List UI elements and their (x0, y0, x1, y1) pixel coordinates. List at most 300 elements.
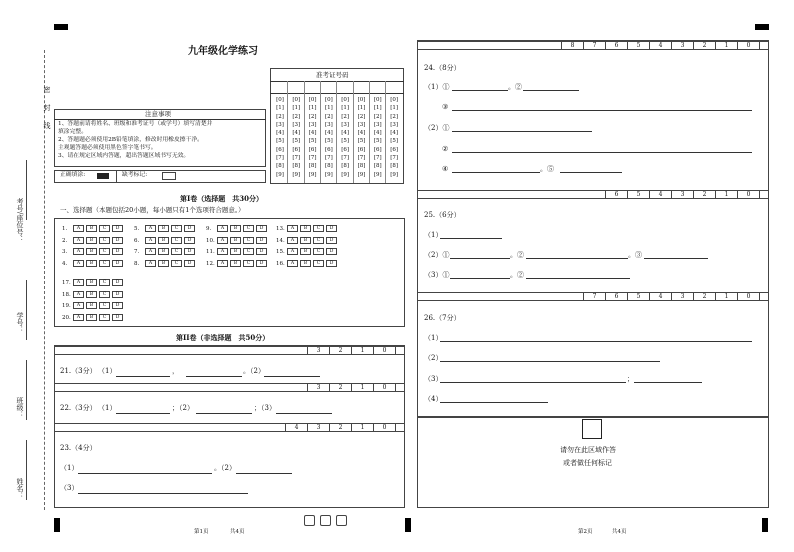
exam-id-bubble[interactable]: [1] (308, 105, 317, 112)
binding-line (44, 50, 45, 510)
mc-option-bubble[interactable]: B (86, 260, 97, 267)
answer-line[interactable] (440, 382, 626, 383)
score-cell[interactable]: 5 (627, 42, 649, 50)
filled-bubble-sample (97, 173, 109, 179)
answer-line[interactable] (440, 402, 548, 403)
exam-id-bubble[interactable]: [0] (308, 97, 317, 103)
exam-id-bubble[interactable]: [9] (308, 171, 317, 178)
exam-id-bubble[interactable]: [2] (341, 113, 350, 120)
mc-option-bubble[interactable]: B (300, 260, 311, 267)
mc-option-bubble[interactable]: A (145, 237, 156, 244)
mc-question-number: 3. (62, 249, 68, 255)
answer-line[interactable] (452, 172, 540, 173)
score-cell[interactable]: 1 (351, 384, 373, 392)
answer-line[interactable] (186, 376, 242, 377)
q23-part3: （3） (60, 484, 79, 492)
mc-option-bubble[interactable]: A (73, 302, 84, 309)
mc-question-number: 8. (134, 260, 140, 267)
exam-id-bubble[interactable]: [1] (390, 105, 398, 112)
mc-question-row (206, 248, 269, 256)
exam-id-column[interactable] (387, 96, 401, 179)
mc-option-bubble[interactable]: A (287, 248, 298, 255)
exam-id-bubble[interactable]: [7] (308, 155, 317, 162)
mc-option-bubble[interactable]: C (99, 225, 110, 232)
answer-line[interactable] (78, 473, 212, 474)
mc-option-bubble[interactable]: D (112, 225, 123, 232)
score-cell[interactable]: 4 (649, 191, 671, 199)
exam-id-bubble[interactable]: [5] (276, 138, 284, 145)
exam-id-bubble[interactable]: [1] (276, 105, 284, 112)
score-cell[interactable]: 7 (583, 293, 605, 301)
score-cell[interactable]: 3 (307, 347, 329, 355)
exam-id-bubble[interactable]: [3] (276, 121, 284, 128)
answer-line[interactable] (264, 376, 320, 377)
mc-option-bubble[interactable]: C (313, 225, 324, 232)
mc-option-bubble[interactable]: C (99, 260, 110, 267)
exam-id-column[interactable] (306, 96, 320, 179)
mc-option-bubble[interactable]: A (287, 225, 298, 232)
exam-id-bubble[interactable]: [0] (276, 97, 284, 103)
exam-id-bubble[interactable]: [5] (373, 138, 382, 145)
mc-option-bubble[interactable]: A (217, 237, 228, 244)
mc-option-bubble[interactable]: B (158, 225, 169, 232)
score-cell[interactable]: 3 (671, 293, 693, 301)
notice-heading: 注意事项 (145, 110, 171, 118)
score-cell[interactable]: 2 (329, 347, 351, 355)
exam-id-bubble[interactable]: [7] (292, 155, 301, 162)
exam-id-bubble[interactable]: [5] (308, 138, 317, 145)
score-cell[interactable]: 3 (671, 191, 693, 199)
exam-id-column[interactable] (355, 96, 369, 179)
mc-option-bubble[interactable]: C (171, 260, 182, 267)
answer-line[interactable] (452, 131, 592, 132)
mc-option-bubble[interactable]: B (86, 291, 97, 298)
score-cell[interactable]: 1 (715, 42, 737, 50)
mc-option-bubble[interactable]: B (230, 260, 241, 267)
mc-option-bubble[interactable]: B (158, 237, 169, 244)
score-cell[interactable]: 4 (649, 293, 671, 301)
mc-option-bubble[interactable]: A (73, 237, 84, 244)
exam-id-bubble[interactable]: [0] (341, 97, 350, 103)
answer-line[interactable] (452, 152, 752, 153)
exam-id-bubble[interactable]: [3] (390, 121, 398, 128)
q23-score-bar (54, 423, 405, 432)
score-cell[interactable]: 7 (583, 42, 605, 50)
mc-option-bubble[interactable]: A (73, 279, 84, 286)
mc-option-bubble[interactable]: D (256, 237, 267, 244)
score-cell[interactable]: 1 (351, 347, 373, 355)
exam-id-bubble[interactable]: [2] (357, 113, 366, 120)
exam-id-bubble[interactable]: [5] (324, 138, 333, 145)
exam-id-bubble[interactable]: [6] (341, 146, 350, 153)
exam-id-column[interactable] (338, 96, 352, 179)
exam-id-bubble[interactable]: [3] (292, 121, 301, 128)
mc-question-number: 12. (206, 260, 215, 267)
mc-option-bubble[interactable]: C (243, 248, 254, 255)
exam-id-bubble[interactable]: [2] (390, 113, 398, 120)
exam-id-bubble[interactable]: [2] (373, 113, 382, 120)
notice-line: 主观题答题必须使用黑色签字笔书写。 (58, 145, 157, 151)
mc-option-bubble[interactable]: C (99, 291, 110, 298)
exam-id-bubble[interactable]: [8] (324, 163, 333, 170)
q23-part2: 。（2） (214, 464, 236, 472)
exam-id-bubble[interactable]: [0] (292, 97, 301, 103)
q26-part4: （4） (424, 395, 443, 403)
mc-question-number: 9. (206, 226, 212, 232)
mc-option-bubble[interactable]: C (171, 248, 182, 255)
exam-id-bubble[interactable]: [8] (390, 163, 398, 170)
corner-mark (762, 518, 768, 532)
mc-question-number: 19. (62, 303, 71, 309)
exam-id-bubble[interactable]: [0] (373, 97, 382, 103)
id-field-line (26, 280, 27, 340)
mc-option-bubble[interactable]: D (112, 237, 123, 244)
exam-id-bubble[interactable]: [1] (324, 105, 333, 112)
score-cell[interactable]: 5 (627, 191, 649, 199)
q24-part1: （1）① (424, 83, 450, 91)
mc-option-bubble[interactable]: D (184, 260, 195, 267)
mc-option-bubble[interactable]: A (73, 225, 84, 232)
score-cell[interactable]: 0 (373, 384, 395, 392)
q25-score-bar (417, 190, 769, 199)
mc-question-row (206, 225, 269, 233)
exam-id-bubble[interactable]: [4] (357, 130, 366, 137)
answer-line[interactable] (440, 238, 502, 239)
section1-instruction: 一、选择题（本题包括20小题，每小题只有1个选项符合题意。） (60, 206, 245, 214)
answer-line[interactable] (560, 172, 622, 173)
answer-line[interactable] (450, 258, 510, 259)
fill-example-box (54, 170, 266, 183)
mc-option-bubble[interactable]: A (73, 291, 84, 298)
answer-line[interactable] (196, 413, 252, 414)
fill-divider (116, 170, 117, 183)
score-cell[interactable]: 1 (351, 424, 373, 432)
exam-id-bubble[interactable]: [1] (292, 105, 301, 112)
exam-id-bubble[interactable]: [9] (292, 171, 301, 178)
mc-option-bubble[interactable]: D (326, 225, 337, 232)
q22-part3: ；（3） (254, 404, 276, 412)
answer-line[interactable] (116, 413, 170, 414)
exam-id-bubble[interactable]: [4] (373, 130, 382, 137)
exam-id-bubble[interactable]: [4] (308, 130, 317, 137)
mc-option-bubble[interactable]: B (86, 279, 97, 286)
mc-option-bubble[interactable]: B (300, 237, 311, 244)
score-cell[interactable]: 2 (329, 384, 351, 392)
exam-id-bubble[interactable]: [5] (357, 138, 366, 145)
mc-option-bubble[interactable]: C (99, 302, 110, 309)
mc-question-number: 5. (134, 226, 140, 232)
exam-id-bubble[interactable]: [6] (357, 146, 366, 153)
exam-id-bubble[interactable]: [3] (341, 121, 350, 128)
mc-option-bubble[interactable]: C (171, 225, 182, 232)
seat-field-line (26, 160, 27, 220)
binding-line-label: 线 (43, 122, 51, 129)
answer-line[interactable] (440, 361, 660, 362)
mc-option-bubble[interactable]: D (256, 248, 267, 255)
q25-part4: 。③ (628, 251, 642, 259)
mc-option-bubble[interactable]: D (326, 248, 337, 255)
mc-option-bubble[interactable]: B (230, 237, 241, 244)
score-cell[interactable]: 4 (649, 42, 671, 50)
answer-line[interactable] (440, 341, 752, 342)
exam-id-column[interactable] (322, 96, 336, 179)
mc-option-bubble[interactable]: C (99, 237, 110, 244)
mc-option-bubble[interactable]: B (230, 225, 241, 232)
exam-id-bubble[interactable]: [7] (357, 155, 366, 162)
mc-option-bubble[interactable]: D (256, 225, 267, 232)
score-cell[interactable]: 6 (605, 42, 627, 50)
exam-id-bubble[interactable]: [1] (341, 105, 350, 112)
q24-part6: ④ (442, 165, 449, 173)
answer-line[interactable] (116, 376, 170, 377)
q26-label: 26.（7分） (424, 314, 461, 322)
notice-line: 填涂完整。 (58, 129, 87, 135)
exam-id-bubble[interactable]: [5] (390, 138, 398, 145)
exam-id-column[interactable] (273, 96, 287, 179)
score-cell[interactable]: 3 (671, 42, 693, 50)
mc-option-bubble[interactable]: C (313, 248, 324, 255)
score-cell[interactable]: 0 (737, 191, 759, 199)
q24-part7: 。⑤ (540, 165, 554, 173)
exam-id-bubble[interactable]: [9] (357, 171, 366, 178)
score-cell[interactable]: 2 (693, 293, 715, 301)
q22-part1: （1） (98, 404, 117, 412)
mc-option-bubble[interactable]: C (313, 260, 324, 267)
exam-id-bubble[interactable]: [8] (292, 163, 301, 170)
score-cell[interactable]: 6 (605, 293, 627, 301)
mc-question-number: 16. (276, 260, 285, 267)
mc-option-bubble[interactable]: A (145, 225, 156, 232)
answer-line[interactable] (450, 278, 510, 279)
exam-id-bubble[interactable]: [4] (390, 130, 398, 137)
exam-id-bubble[interactable]: [7] (373, 155, 382, 162)
q26-sep: ； (627, 375, 634, 383)
mc-option-bubble[interactable]: B (230, 248, 241, 255)
mc-option-bubble[interactable]: D (184, 248, 195, 255)
mc-question-row (134, 260, 197, 268)
exam-id-bubble[interactable]: [1] (373, 105, 382, 112)
mc-option-bubble[interactable]: A (73, 314, 84, 321)
mc-option-bubble[interactable]: B (86, 237, 97, 244)
exam-id-bubble[interactable]: [6] (308, 146, 317, 153)
page-marker-square (320, 515, 331, 526)
exam-id-label: 准考证号码 (316, 71, 349, 79)
mc-option-bubble[interactable]: C (313, 237, 324, 244)
score-cell[interactable]: 3 (307, 424, 329, 432)
q21-score-bar (54, 346, 405, 355)
exam-id-bubble[interactable]: [7] (341, 155, 350, 162)
exam-id-bubble[interactable]: [8] (308, 163, 317, 170)
exam-id-bubble[interactable]: [3] (373, 121, 382, 128)
score-cell[interactable]: 6 (605, 191, 627, 199)
mc-option-bubble[interactable]: B (300, 225, 311, 232)
mc-option-bubble[interactable]: D (112, 279, 123, 286)
exam-id-bubble[interactable]: [3] (357, 121, 366, 128)
score-cell[interactable]: 2 (329, 424, 351, 432)
notice-line: 1、答题前请将姓名、班级和准考证号（或学号）填写清楚并 (58, 121, 213, 127)
corner-mark (405, 518, 411, 532)
q22-part2: ；（2） (172, 404, 194, 412)
exam-id-bubble[interactable]: [3] (324, 121, 333, 128)
mc-option-bubble[interactable]: D (184, 225, 195, 232)
missing-mark-label: 缺考标记: (122, 172, 148, 178)
exam-id-bubble[interactable]: [4] (324, 130, 333, 137)
exam-id-bubble[interactable]: [6] (292, 146, 301, 153)
answer-line[interactable] (276, 413, 332, 414)
score-cell-edge (759, 42, 760, 50)
exam-id-bubble[interactable]: [8] (357, 163, 366, 170)
exam-id-bubble[interactable]: [4] (276, 130, 284, 137)
answer-line[interactable] (236, 473, 292, 474)
footer-total1: 共4页 (230, 529, 245, 535)
answer-line[interactable] (526, 278, 630, 279)
answer-line[interactable] (634, 382, 702, 383)
score-cell[interactable]: 0 (373, 424, 395, 432)
mc-option-bubble[interactable]: D (112, 291, 123, 298)
mc-option-bubble[interactable]: C (171, 237, 182, 244)
score-cell[interactable]: 0 (737, 293, 759, 301)
exam-id-bubble[interactable]: [5] (341, 138, 350, 145)
mc-option-bubble[interactable]: D (112, 260, 123, 267)
score-cell[interactable]: 2 (693, 42, 715, 50)
score-cell[interactable]: 1 (715, 293, 737, 301)
score-cell[interactable]: 0 (737, 42, 759, 50)
mc-option-bubble[interactable]: D (326, 260, 337, 267)
score-cell[interactable]: 1 (715, 191, 737, 199)
answer-line[interactable] (644, 258, 708, 259)
q21-sep: ， (172, 367, 179, 375)
answer-line[interactable] (78, 493, 248, 494)
mc-option-bubble[interactable]: B (86, 248, 97, 255)
mc-option-bubble[interactable]: B (86, 225, 97, 232)
mc-option-bubble[interactable]: D (326, 237, 337, 244)
mc-option-bubble[interactable]: B (300, 248, 311, 255)
missing-mark-checkbox[interactable] (162, 172, 176, 180)
answer-line[interactable] (452, 90, 508, 91)
mc-option-bubble[interactable]: B (86, 302, 97, 309)
mc-question-row (206, 260, 269, 268)
exam-id-column-divider (304, 81, 305, 183)
exam-id-bubble[interactable]: [4] (292, 130, 301, 137)
q24-part3: ③ (442, 103, 449, 111)
mc-option-bubble[interactable]: C (243, 260, 254, 267)
q25-part5: （3）① (424, 271, 450, 279)
exam-id-bubble[interactable]: [8] (341, 163, 350, 170)
q24-part4: （2）① (424, 124, 450, 132)
no-answer-text-2: 或者做任何标记 (563, 459, 612, 467)
exam-id-bubble[interactable]: [2] (276, 113, 284, 120)
mc-option-bubble[interactable]: B (158, 260, 169, 267)
mc-question-row (62, 237, 125, 245)
exam-id-bubble[interactable]: [5] (292, 138, 301, 145)
answer-line[interactable] (452, 110, 752, 111)
exam-id-bubble[interactable]: [6] (373, 146, 382, 153)
name-label: 姓名： (16, 478, 24, 499)
exam-id-bubble[interactable]: [0] (324, 97, 333, 103)
exam-id-bubble[interactable]: [1] (357, 105, 366, 112)
mc-question-row (62, 291, 125, 299)
exam-id-column[interactable] (289, 96, 303, 179)
mc-option-bubble[interactable]: C (243, 225, 254, 232)
mc-option-bubble[interactable]: A (73, 248, 84, 255)
mc-option-bubble[interactable]: D (256, 260, 267, 267)
mc-option-bubble[interactable]: A (287, 260, 298, 267)
mc-option-bubble[interactable]: A (145, 248, 156, 255)
mc-option-bubble[interactable]: A (217, 260, 228, 267)
exam-id-bubble[interactable]: [2] (308, 113, 317, 120)
binding-fold: 密 (43, 86, 51, 93)
mc-option-bubble[interactable]: A (217, 248, 228, 255)
q25-part6: 。② (510, 271, 524, 279)
mc-question-number: 11. (206, 249, 215, 255)
answer-line[interactable] (526, 258, 628, 259)
exam-id-bubble[interactable]: [6] (390, 146, 398, 153)
mc-option-bubble[interactable]: D (112, 314, 123, 321)
mc-question-number: 13. (276, 226, 285, 232)
exam-id-bubble[interactable]: [3] (308, 121, 317, 128)
mc-option-bubble[interactable]: B (158, 248, 169, 255)
mc-question-row (206, 237, 269, 245)
exam-id-bubble[interactable]: [2] (292, 113, 301, 120)
score-cell[interactable]: 5 (627, 293, 649, 301)
score-cell[interactable]: 8 (561, 42, 583, 50)
mc-option-bubble[interactable]: B (86, 314, 97, 321)
exam-id-bubble[interactable]: [9] (276, 171, 284, 178)
exam-id-bubble[interactable]: [9] (324, 171, 333, 178)
exam-id-bubble[interactable]: [6] (276, 146, 284, 153)
corner-mark (755, 24, 769, 30)
mc-option-bubble[interactable]: D (184, 237, 195, 244)
mc-question-row (276, 237, 339, 245)
exam-id-bubble[interactable]: [9] (373, 171, 382, 178)
score-cell[interactable]: 2 (693, 191, 715, 199)
mc-option-bubble[interactable]: D (112, 248, 123, 255)
mc-option-bubble[interactable]: C (243, 237, 254, 244)
exam-id-bubble[interactable]: [7] (276, 155, 284, 162)
answer-line[interactable] (523, 90, 579, 91)
mc-option-bubble[interactable]: A (73, 260, 84, 267)
mc-option-bubble[interactable]: A (287, 237, 298, 244)
exam-id-bubble[interactable]: [6] (324, 146, 333, 153)
exam-id-column-divider (320, 81, 321, 183)
exam-id-bubble[interactable]: [9] (341, 171, 350, 178)
mc-option-bubble[interactable]: C (99, 314, 110, 321)
exam-id-bubble[interactable]: [7] (324, 155, 333, 162)
mc-question-row (62, 279, 125, 287)
mc-option-bubble[interactable]: A (217, 225, 228, 232)
exam-id-bubble[interactable]: [0] (357, 97, 366, 103)
exam-id-column[interactable] (371, 96, 385, 179)
mc-option-bubble[interactable]: A (145, 260, 156, 267)
score-cell[interactable]: 0 (373, 347, 395, 355)
exam-id-bubble[interactable]: [9] (390, 171, 398, 178)
score-cell[interactable]: 3 (307, 384, 329, 392)
mc-question-number: 10. (206, 237, 215, 244)
mc-option-bubble[interactable]: D (112, 302, 123, 309)
exam-id-bubble[interactable]: [0] (390, 97, 398, 103)
exam-id-bubble[interactable]: [4] (341, 130, 350, 137)
mc-question-number: 17. (62, 280, 71, 286)
score-cell[interactable]: 4 (285, 424, 307, 432)
exam-id-bubble[interactable]: [8] (276, 163, 284, 170)
q26-part3: （3） (424, 375, 443, 383)
exam-id-bubble[interactable]: [7] (390, 155, 398, 162)
q22-label: 22.（3分） (60, 404, 97, 412)
mc-option-bubble[interactable]: C (99, 279, 110, 286)
mc-option-bubble[interactable]: C (99, 248, 110, 255)
exam-id-bubble[interactable]: [2] (324, 113, 333, 120)
exam-id-bubble[interactable]: [8] (373, 163, 382, 170)
